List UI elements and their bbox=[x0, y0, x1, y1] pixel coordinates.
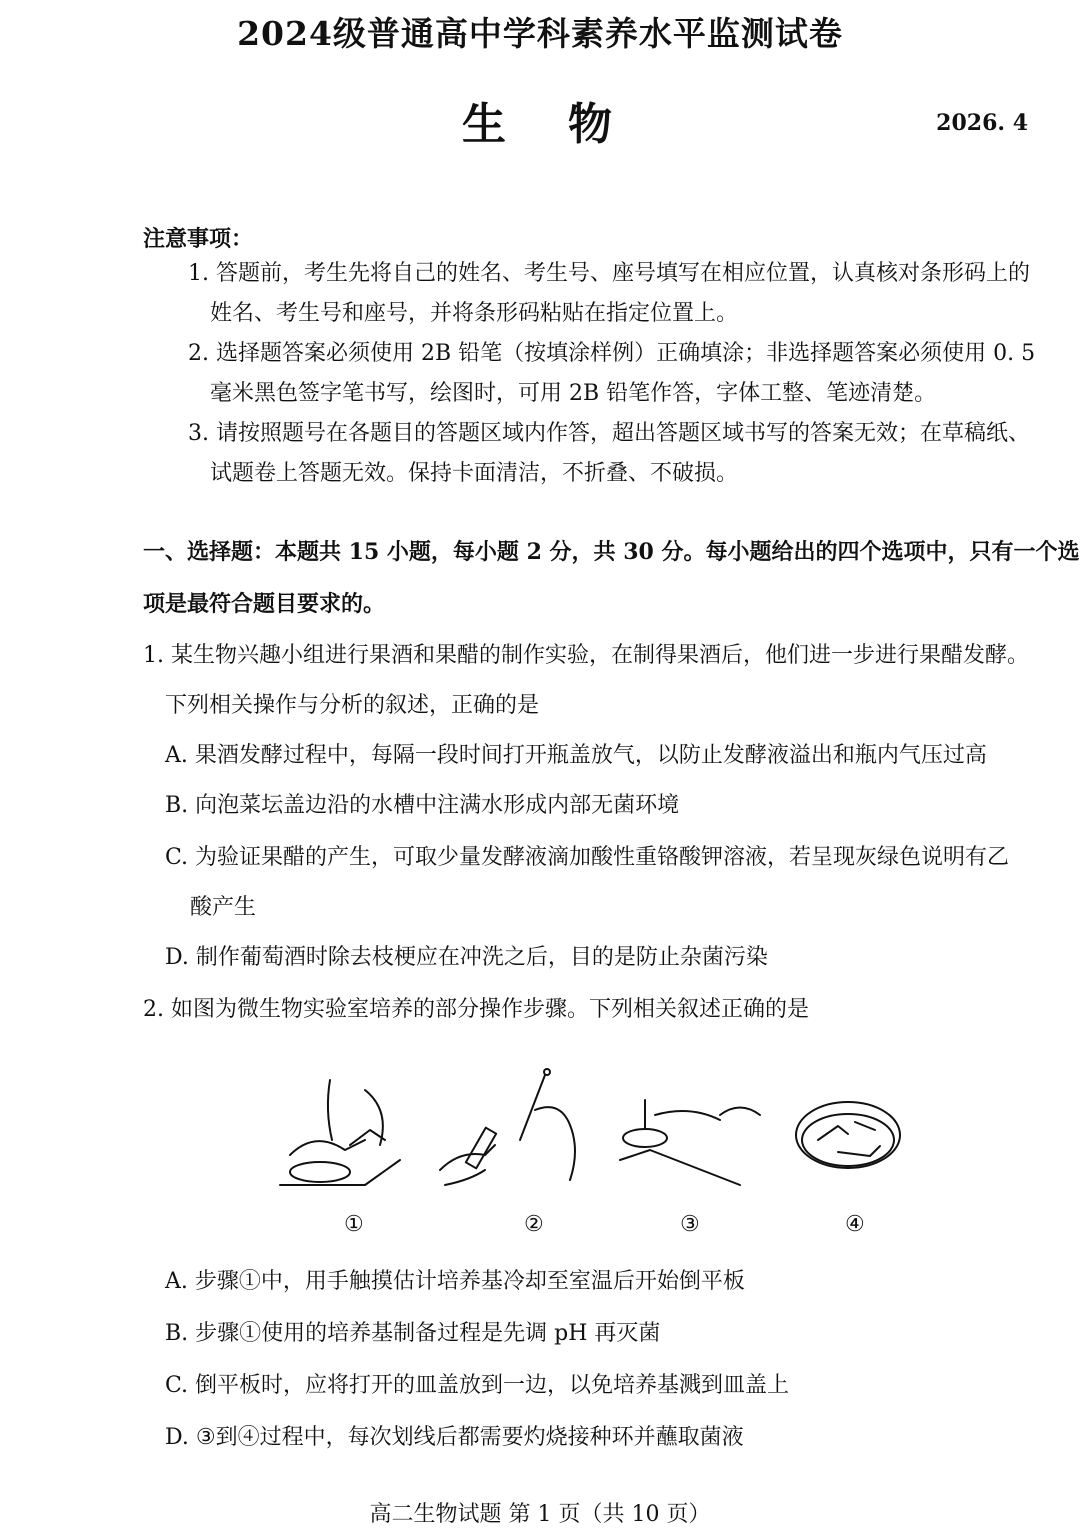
step-1-pouring-illustration bbox=[280, 1080, 400, 1185]
q1-option-d: D. 制作葡萄酒时除去枝梗应在冲洗之后，目的是防止杂菌污染 bbox=[165, 945, 768, 970]
q1-option-c-line-1: C. 为验证果醋的产生，可取少量发酵液滴加酸性重铬酸钾溶液，若呈现灰绿色说明有乙 bbox=[165, 845, 1010, 870]
notice-item-3-line-2: 试题卷上答题无效。保持卡面清洁，不折叠、不破损。 bbox=[210, 461, 739, 486]
step-2-loop-illustration bbox=[520, 1069, 575, 1180]
notice-item-2-line-1: 2. 选择题答案必须使用 2B 铅笔（按填涂样例）正确填涂；非选择题答案必须使用 0. 5 bbox=[188, 341, 1036, 366]
q2-procedure-figure bbox=[270, 1060, 910, 1250]
q2-option-b: B. 步骤①使用的培养基制备过程是先调 pH 再灭菌 bbox=[165, 1321, 661, 1346]
q2-option-a: A. 步骤①中，用手触摸估计培养基冷却至室温后开始倒平板 bbox=[165, 1269, 745, 1294]
figure-label-2: ② bbox=[524, 1212, 544, 1237]
q2-stem: 2. 如图为微生物实验室培养的部分操作步骤。下列相关叙述正确的是 bbox=[143, 997, 809, 1022]
notice-item-1-line-2: 姓名、考生号和座号，并将条形码粘贴在指定位置上。 bbox=[210, 301, 739, 326]
subject-char-2: 物 bbox=[568, 99, 618, 150]
subject-char-1: 生 bbox=[462, 99, 512, 150]
q2-option-d: D. ③到④过程中，每次划线后都需要灼烧接种环并蘸取菌液 bbox=[165, 1425, 744, 1450]
q1-stem-line-2: 下列相关操作与分析的叙述，正确的是 bbox=[165, 693, 540, 718]
step-4-petri-dish-illustration bbox=[796, 1102, 900, 1168]
notice-item-1-line-1: 1. 答题前，考生先将自己的姓名、考生号、座号填写在相应位置，认真核对条形码上的 bbox=[188, 261, 1030, 286]
step-3-streaking-illustration bbox=[620, 1100, 760, 1185]
subject-title bbox=[0, 88, 1080, 152]
step-2-tube-illustration bbox=[440, 1128, 496, 1185]
q1-option-c-line-2: 酸产生 bbox=[190, 895, 257, 920]
notice-item-2-line-2: 毫米黑色签字笔书写，绘图时，可用 2B 铅笔作答，字体工整、笔迹清楚。 bbox=[210, 381, 937, 406]
figure-label-1: ① bbox=[344, 1212, 364, 1237]
exam-title: 2024级普通高中学科素养水平监测试卷 bbox=[237, 14, 843, 53]
page-footer: 高二生物试题 第 1 页（共 10 页） bbox=[369, 1502, 711, 1527]
figure-label-3: ③ bbox=[680, 1212, 700, 1237]
figure-label-4: ④ bbox=[845, 1212, 865, 1237]
exam-date: 2026. 4 bbox=[936, 110, 1028, 136]
section-1-heading-line-2: 项是最符合题目要求的。 bbox=[143, 591, 386, 617]
q1-option-b: B. 向泡菜坛盖边沿的水槽中注满水形成内部无菌环境 bbox=[165, 793, 680, 818]
q1-stem-line-1: 1. 某生物兴趣小组进行果酒和果醋的制作实验，在制得果酒后，他们进一步进行果醋发酵。 bbox=[143, 643, 1029, 668]
notice-item-3-line-1: 3. 请按照题号在各题目的答题区域内作答，超出答题区域书写的答案无效；在草稿纸、 bbox=[188, 421, 1030, 446]
q2-option-c: C. 倒平板时，应将打开的皿盖放到一边，以免培养基溅到皿盖上 bbox=[165, 1373, 790, 1398]
q1-option-a: A. 果酒发酵过程中，每隔一段时间打开瓶盖放气，以防止发酵液溢出和瓶内气压过高 bbox=[165, 743, 987, 768]
section-1-heading-line-1: 一、选择题：本题共 15 小题，每小题 2 分，共 30 分。每小题给出的四个选项中，只有一个选 bbox=[143, 539, 1080, 565]
notice-heading: 注意事项： bbox=[143, 226, 254, 252]
